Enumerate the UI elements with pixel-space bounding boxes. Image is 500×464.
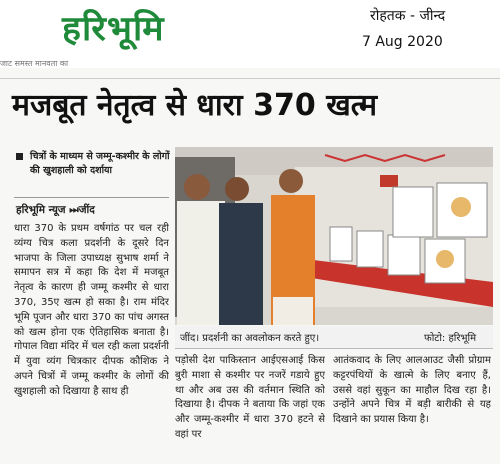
edition-label: रोहतक - जीन्द [370,8,446,24]
cut-off-line: जाट समस्त मानवता का [0,59,69,68]
photo-caption: जींद। प्रदर्शनी का अवलोकन करते हुए। [180,333,320,344]
newspaper-logo: हरिभूमि [62,9,165,49]
article-photo [175,147,493,325]
bullet-square-icon [16,153,23,160]
edition-date: 7 Aug 2020 [362,34,443,50]
article-byline: हरिभूमि न्यूज ⏭जींद [16,204,95,216]
article-column-1: धारा 370 के प्रथम वर्षगांठ पर चल रही व्यंग्य चित्र कला प्रदर्शनी के दूसरे दिन भाजपा के जिला उपाध्यक्ष सुभाष शर्मा ने समापन सत्र में कहा कि देश में मजबूत नेतृत्व के कारण ही जम्मू कश्मीर से धारा 370, 35ए खत्म हो सका है। राम मंदिर भूमि पूजन और धारा 370 का पांच अगस्त को खत्म होना एक ऐतिहासिक बनाता है। गोपाल विद्या मंदिर में चल रही कला प्रदर्शनी में युवा व्यंग चित्रकार दीपक कौशिक ने अपने चित्रों में जम्मू कश्मीर के लोगों की खुशहाली को दिखाया है साथ ही [14,223,169,397]
article-kicker: चित्रों के माध्यम से जम्मू-कश्मीर के लोगों की खुशहाली को दर्शाया [30,151,170,176]
article-column-2: पड़ोसी देश पाकिस्तान आईएसआई किस बुरी माशा से कश्मीर पर नजरें गडाये हुए था और अब उस की वर्तमान स्थिति को दिखाया है। दीपक ने बताया कि जहां एक और जम्मू-कश्मीर में धारा 370 हटने से वहां पर [175,355,325,440]
photo-credit: फोटो: हरिभूमि [424,333,477,344]
article-headline: मजबूत नेतृत्व से धारा 370 खत्म [12,88,378,123]
article-column-3: आतंकवाद के लिए आलआउट जैसी प्रोग्राम कट्टरपंथियों के खात्मे के लिए बनाए हैं, उससे वहां सुकून का माहौल दिख रहा है। उन्होंने अपने चित्र में बड़ी बारीकी से यह दिखाने का प्रयास किया है। [333,355,491,426]
divider [0,78,500,79]
divider [14,197,169,198]
